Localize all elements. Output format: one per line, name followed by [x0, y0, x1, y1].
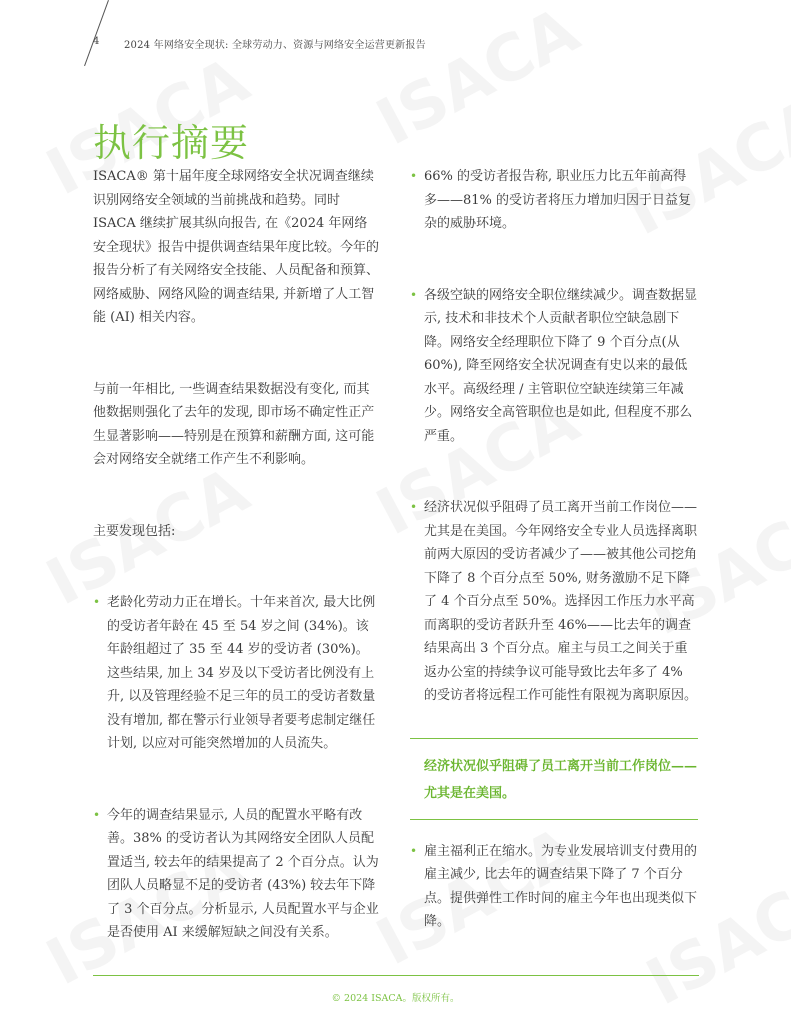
header-divider	[84, 0, 109, 66]
left-column	[93, 165, 380, 945]
page-title: 执行摘要	[93, 121, 250, 165]
key-findings-label: 主要发现包括:	[93, 523, 176, 539]
copyright-footer: © 2024 ISACA。版权所有。	[331, 993, 460, 1004]
findings-list	[93, 591, 380, 945]
page-number: 4	[93, 36, 100, 47]
footer-divider	[93, 975, 699, 976]
right-column	[410, 165, 698, 934]
list-item: • 各级空缺的网络安全职位继续减少。调查数据显示, 技术和非技术个人贡献者职位空缺急剧下降。网络安全经理职位下降了 9 个百分点(从 60%), 降至网络安全状况调查有史以来的最低水平。高级经理 / 主管职位空缺连续第三年减少。网络安全高管职位也是如此, 但程度不那么严重。	[410, 284, 698, 449]
intro-paragraph: ISACA® 第十届年度全球网络安全状况调查继续识别网络安全领域的当前挑战和趋势。同时 ISACA 继续扩展其纵向报告, 在《2024 年网络安全现状》报告中提供调查结果年度比较。今年的报告分析了有关网络安全技能、人员配备和预算、网络威胁、网络风险的调查结果, 并新增了人工智能 (AI) 相关内容。	[93, 169, 380, 325]
watermark	[365, 0, 590, 160]
list-item: • 66% 的受访者报告称, 职业压力比五年前高得多——81% 的受访者将压力增加归因于日益复杂的威胁环境。	[410, 165, 698, 236]
list-item: • 雇主福利正在缩水。为专业发展培训支付费用的雇主减少, 比去年的调查结果下降了 7 个百分点。提供弹性工作时间的雇主今年也出现类似下降。	[410, 840, 698, 934]
pull-quote: 经济状况似乎阻碍了员工离开当前工作岗位——尤其是在美国。	[410, 738, 698, 820]
list-item: • 今年的调查结果显示, 人员的配置水平略有改善。38% 的受访者认为其网络安全团队人员配置适当, 较去年的结果提高了 2 个百分点。认为团队人员略显不足的受访者 (43%) 较去年下降了 3 个百分点。分析显示, 人员配置水平与企业是否使用 AI 来缓解短缺之间没有关系。	[93, 804, 380, 945]
list-item: • 老龄化劳动力正在增长。十年来首次, 最大比例的受访者年龄在 45 至 54 岁之间 (34%)。该年龄组超过了 35 至 44 岁的受访者 (30%)。这些结果, 加上 34 岁及以下受访者比例没有上升, 以及管理经验不足三年的员工的受访者数量没有增加, 都在警示行业领导者要考虑制定继任计划, 以应对可能突然增加的人员流失。	[93, 591, 380, 756]
intro-paragraph: 与前一年相比, 一些调查结果数据没有变化, 而其他数据则强化了去年的发现, 即市场不确定性正产生显著影响——特别是在预算和薪酬方面, 这可能会对网络安全就绪工作产生不利影响。	[93, 381, 375, 467]
findings-list	[410, 840, 698, 934]
running-title: 2024 年网络安全现状: 全球劳动力、资源与网络安全运营更新报告	[124, 40, 426, 51]
list-item: • 经济状况似乎阻碍了员工离开当前工作岗位——尤其是在美国。今年网络安全专业人员选择离职前两大原因的受访者减少了——被其他公司挖角下降了 8 个百分点至 50%, 财务激励不足下降了 4 个百分点至 50%。选择因工作压力水平高而离职的受访者跃升至 46%——比去年的调查结果高出 3 个百分点。雇主与员工之间关于重返办公室的持续争议可能导致比去年多了 4% 的受访者将远程工作可能性有限视为离职原因。	[410, 496, 698, 708]
findings-list	[410, 165, 698, 708]
